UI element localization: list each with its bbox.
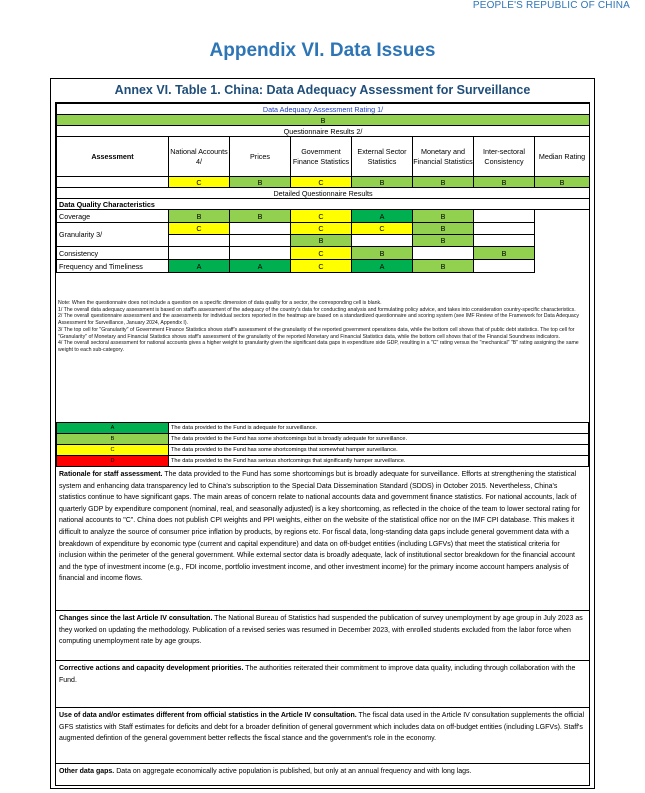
assessment-header: Assessment (57, 137, 169, 177)
table-title: Annex VI. Table 1. China: Data Adequacy Assessment for Surveillance (114, 83, 531, 97)
questionnaire-label: Questionnaire Results 2/ (57, 126, 590, 137)
section-text: The data provided to the Fund has some shortcomings but is broadly adequate for surveillance. Efforts at strengthening the statistical system and enhancing data transparency led to China's subscription to the Special Data Dissemination Standard (SDDS) in October 2015. Nevertheless, China's statistics continue to have significant gaps. The main areas of concern relate to national accounts data and government finance statistics. For national accounts, lack of quarterly GDP by expenditure component (nominal, real, and seasonally adjusted) is a key shortcoming, as reflected in the choice of the team to lower sectoral rating for national accounts to "C". China does not publish CPI weights and PPI weights, either on the website of the statistical office nor on the IMF CPI database. This makes it difficult to analyze the source of consumer price inflation by products, by regions etc. For fiscal data, long-standing data gaps include general government data with a breakdown of expenditure by economic type (current and capital expenditure) and data on off-budget entities (including LGFVs) that meet the statistical criteria for inclusion within the perimeter of the general government. While external sector data is broadly adequate, lack of institutional sector breakdown for the financial account and the type of investment income (e.g., FDI income, portfolio investment income, and other investment income) for the primary income account hampers analysis of financial and income flows. (59, 471, 580, 583)
column-header: Inter-sectoral Consistency (474, 137, 535, 177)
note: 4/ The overall sectoral assessment for national accounts gives a higher weight to granularity given the significant data gaps in expenditure side GDP, resulting in a "C" rating versus the "mechanical" "B" rating assigning the same weight to each sub-category. (58, 340, 579, 353)
section-heading: Rationale for staff assessment. (59, 471, 163, 478)
section-heading: Other data gaps. (59, 768, 115, 775)
detail-cell (169, 247, 230, 260)
detail-cell: B (291, 235, 352, 247)
legend-code-b: B (57, 434, 169, 445)
detail-cell: C (291, 260, 352, 273)
detail-cell (230, 235, 291, 247)
detail-cell: B (230, 210, 291, 223)
column-header: National Accounts 4/ (169, 137, 230, 177)
sector-rating-cell: C (291, 177, 352, 188)
detail-cell: B (413, 260, 474, 273)
detail-cell: C (169, 223, 230, 235)
section-heading: Changes since the last Article IV consultation. (59, 615, 213, 622)
detail-cell (230, 223, 291, 235)
sector-rating-cell: B (535, 177, 590, 188)
row-label-frequency: Frequency and Timeliness (57, 260, 169, 273)
annex-table-frame (50, 78, 595, 789)
detail-cell: A (169, 260, 230, 273)
note: 3/ The top cell for "Granularity" of Government Finance Statistics shows staff's assessment of the granularity of the reported government operations data, while the bottom cell shows that of public debt statistics. The top cell for "Granularity" of Monetary and Financial Statistics shows staff's assessment of the granularity of the reported Monetary and Financial Statistics data, while the bottom cell shows that of the Financial Soundness indicators. (58, 326, 575, 340)
detail-cell: A (352, 210, 413, 223)
detail-cell (169, 235, 230, 247)
column-header: Monetary and Financial Statistics (413, 137, 474, 177)
detail-cell: C (291, 247, 352, 260)
column-header: Median Rating (535, 137, 590, 177)
table-notes (58, 300, 586, 354)
row-label-consistency: Consistency (57, 247, 169, 260)
sector-rating-cell: B (413, 177, 474, 188)
detail-cell: B (169, 210, 230, 223)
assessment-box (55, 102, 590, 786)
sector-rating-cell: B (230, 177, 291, 188)
legend-code-a: A (57, 423, 169, 434)
detail-cell (413, 247, 474, 260)
legend-text: The data provided to the Fund has some shortcomings but is broadly adequate for surveillance. (169, 434, 589, 445)
data-use-section (56, 707, 589, 763)
page-title: Appendix VI. Data Issues (209, 40, 436, 61)
section-text: The authorities reiterated their commitment to improve data quality, including through collaboration with the Fund. (59, 665, 576, 684)
detail-cell: B (352, 247, 413, 260)
legend-text: The data provided to the Fund has some shortcomings that somewhat hamper surveillance. (169, 445, 589, 456)
column-header: Government Finance Statistics (291, 137, 352, 177)
overall-rating-cell: B (57, 115, 590, 126)
detail-cell: C (291, 210, 352, 223)
detailed-results-label: Detailed Questionnaire Results (57, 188, 590, 199)
detail-cell: A (230, 260, 291, 273)
corrective-actions-section (56, 660, 589, 707)
changes-section (56, 610, 589, 660)
row-label-granularity: Granularity 3/ (57, 223, 169, 247)
detail-cell (474, 223, 535, 235)
note: Note: When the questionnaire does not include a question on a specific dimension of data quality for a sector, the corresponding cell is blank. (58, 300, 382, 306)
detail-cell: B (474, 247, 535, 260)
rationale-section (56, 466, 589, 610)
rating-legend (56, 422, 589, 467)
section-text: The National Bureau of Statistics had suspended the publication of survey unemployment by age group in July 2023 as they worked on updating the methodology. Publication of a revised series was resumed in December 2023, with enrolled students excluded from the labor force when computing unemployment rate by age groups. (59, 615, 583, 646)
legend-code-d: D (57, 456, 169, 467)
column-header: Prices (230, 137, 291, 177)
note: 1/ The overall data adequacy assessment is based on staff's assessment of the adequacy of the country's data for conducting analysis and formulating policy advice, and takes into consideration country-specific characteristics. (58, 306, 576, 313)
section-label: Data Quality Characteristics (57, 199, 590, 210)
column-header: External Sector Statistics (352, 137, 413, 177)
detail-cell: C (291, 223, 352, 235)
sector-rating-cell: B (352, 177, 413, 188)
section-heading: Corrective actions and capacity development priorities. (59, 665, 244, 672)
section-text: Data on aggregate economically active population is published, but only at an annual frequency and with long lags. (116, 768, 472, 775)
legend-text: The data provided to the Fund has serious shortcomings that significantly hamper surveillance. (169, 456, 589, 467)
assessment-table (56, 103, 590, 273)
note: 2/ The overall questionnaire assessment and the assessments for individual sectors reported in the heatmap are based on a standardized questionnaire and scoring system (see IMF Review of the Framework for Data Adequacy Assessment for Surveillance, January 2024, Appendix I). (58, 313, 579, 327)
detail-cell: B (413, 235, 474, 247)
detail-cell: B (413, 210, 474, 223)
detail-cell: A (352, 260, 413, 273)
detail-cell (230, 247, 291, 260)
detail-cell (352, 235, 413, 247)
detail-cell (474, 260, 535, 273)
detail-cell (474, 210, 535, 223)
row-label-coverage: Coverage (57, 210, 169, 223)
detail-cell (474, 235, 535, 247)
running-header: PEOPLE'S REPUBLIC OF CHINA (472, 0, 630, 11)
sector-rating-cell: B (474, 177, 535, 188)
legend-code-c: C (57, 445, 169, 456)
section-heading: Use of data and/or estimates different from official statistics in the Article IV consultation. (59, 712, 357, 719)
section-text: The fiscal data used in the Article IV consultation supplements the official GFS statistics with Staff estimates for deficits and debt for a broader definition of general government which includes data on off-budget entities (including LGFVs). Staff's augmented defintion of the general government better reflects the fiscal stance and the government's role in the economy. (59, 712, 585, 743)
sector-rating-cell: C (169, 177, 230, 188)
detail-cell: B (413, 223, 474, 235)
other-gaps-section (56, 763, 589, 785)
rating-label: Data Adequacy Assessment Rating 1/ (57, 104, 590, 115)
legend-text: The data provided to the Fund is adequate for surveillance. (169, 423, 589, 434)
detail-cell: C (352, 223, 413, 235)
